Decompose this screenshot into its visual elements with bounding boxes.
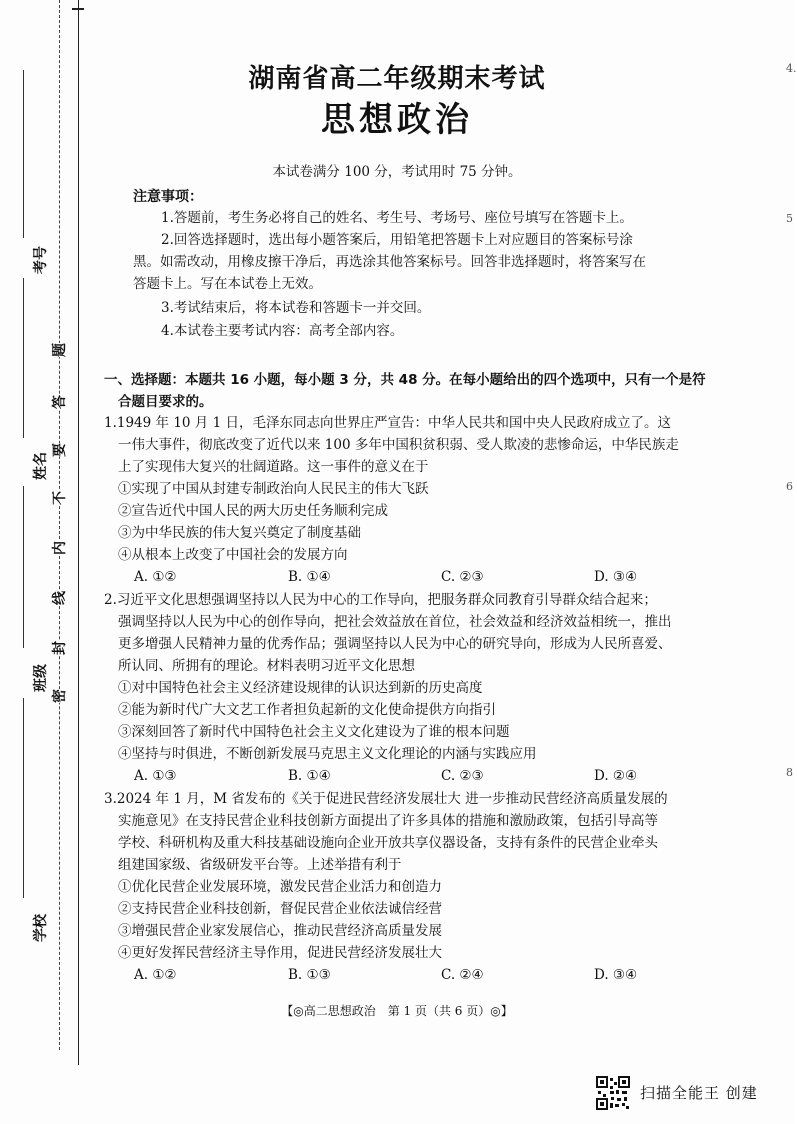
- section-line: 合题目要求的。: [118, 394, 213, 410]
- option-item: ③为中华民族的伟大复兴奠定了制度基础: [118, 525, 361, 541]
- choice-d: D. ③④: [594, 967, 638, 983]
- question-1-options: [118, 478, 758, 566]
- option-item: ④从根本上改变了中国社会的发展方向: [118, 547, 348, 563]
- seal-char: 不: [49, 491, 69, 505]
- notice-line: 3.考试结束后，将本试卷和答题卡一并交回。: [161, 300, 431, 316]
- notice-title: 注意事项：: [133, 189, 203, 205]
- edge-mark: 8: [786, 766, 793, 779]
- class-label: 班级: [33, 664, 49, 692]
- option-item: ①优化民营企业发展环境，激发民营企业活力和创造力: [118, 879, 442, 895]
- choice-c: C. ②③: [441, 768, 484, 784]
- choice-c: C. ②③: [441, 569, 484, 585]
- option-item: ②支持民营企业科技创新，督促民营企业依法诚信经营: [118, 901, 442, 917]
- choice-a: A. ①③: [134, 768, 177, 784]
- option-item: ③深刻回答了新时代中国特色社会主义文化建设为了谁的根本问题: [118, 724, 510, 740]
- school-label: 学校: [33, 914, 49, 942]
- stem-line: 实施意见》在支持民营企业科技创新方面提出了许多具体的措施和激励政策，包括引导高等: [118, 813, 658, 829]
- name-label: 姓名: [33, 452, 49, 480]
- option-item: ③增强民营企业家发展信心，推动民营经济高质量发展: [118, 923, 442, 939]
- question-1-stem: [104, 412, 784, 478]
- qr-code-icon: [596, 1076, 630, 1110]
- choice-c: C. ②④: [441, 967, 484, 983]
- exam-number-blank-lower: [23, 278, 24, 438]
- question-3-options: [118, 876, 758, 964]
- notice-line: 1.答题前，考生务必将自己的姓名、考生号、考场号、座位号填写在答题卡上。: [161, 210, 633, 226]
- seal-char: 答: [49, 395, 69, 409]
- exam-number-label: 考号: [33, 246, 49, 274]
- seal-char: 封: [49, 641, 69, 655]
- stem-line: 所认同、所拥有的理论。材料表明习近平文化思想: [118, 658, 415, 674]
- option-item: ④更好发挥民营经济主导作用，促进民营经济发展壮大: [118, 945, 442, 961]
- option-item: ①实现了中国从封建专制政治向人民民主的伟大飞跃: [118, 481, 429, 497]
- choice-b: B. ①④: [288, 569, 331, 585]
- choice-d: D. ②④: [594, 768, 638, 784]
- class-blank: [23, 698, 24, 898]
- edge-mark: 4.: [786, 62, 797, 75]
- stem-line: 组建国家级、省级研发平台等。上述举措有利于: [118, 857, 402, 873]
- option-item: ②能为新时代广大文艺工作者担负起新的文化使命提供方向指引: [118, 702, 496, 718]
- scanner-watermark: 扫描全能王 创建: [640, 1084, 758, 1102]
- stem-line: 上了实现伟大复兴的壮阔道路。这一事件的意义在于: [118, 459, 429, 475]
- option-item: ②宣告近代中国人民的两大历史任务顺利完成: [118, 503, 388, 519]
- choice-a: A. ①②: [134, 569, 177, 585]
- seal-char: 密: [49, 689, 69, 703]
- seal-dash-line: [59, 0, 60, 1050]
- option-item: ①对中国特色社会主义经济建设规律的认识达到新的历史高度: [118, 680, 483, 696]
- edge-mark: 5: [786, 212, 793, 225]
- question-2-options: [118, 677, 758, 765]
- question-3-stem: [104, 788, 784, 876]
- exam-title: 湖南省高二年级期末考试: [248, 64, 546, 94]
- stem-line: 一伟大事件，彻底改变了近代以来 100 多年中国积贫积弱、受人欺凌的悲惨命运，中华民族走: [118, 437, 679, 453]
- choice-d: D. ③④: [594, 569, 638, 585]
- exam-subtitle: 本试卷满分 100 分，考试用时 75 分钟。: [272, 164, 522, 180]
- page-footer: 【◎高二思想政治 第 1 页（共 6 页）◎】: [281, 1004, 513, 1018]
- seal-char: 内: [49, 541, 69, 555]
- notice-line: 答题卡上。写在本试卷上无效。: [133, 276, 322, 292]
- choice-b: B. ①④: [288, 768, 331, 784]
- seal-char: 线: [49, 591, 69, 605]
- section-line: 一、选择题：本题共 16 小题，每小题 3 分，共 48 分。在每小题给出的四个选项中，只有一个是符: [104, 372, 706, 388]
- notice-line: 4.本试卷主要考试内容：高考全部内容。: [161, 323, 404, 339]
- subject-title: 思想政治: [321, 100, 473, 140]
- option-item: ④坚持与时俱进，不断创新发展马克思主义文化理论的内涵与实践应用: [118, 746, 537, 762]
- stem-line: 学校、科研机构及重大科技基础设施向企业开放共享仪器设备，支持有条件的民营企业牵头: [118, 835, 658, 851]
- seal-char: 题: [49, 343, 69, 357]
- stem-line: 2.习近平文化思想强调坚持以人民为中心的工作导向，把服务群众同教育引导群众结合起来；: [104, 592, 657, 608]
- seal-char: 要: [49, 443, 69, 457]
- name-blank: [23, 486, 24, 648]
- stem-line: 1.1949 年 10 月 1 日，毛泽东同志向世界庄严宣告：中华人民共和国中央人民政府成立了。这: [104, 415, 671, 431]
- edge-mark: 6: [786, 480, 793, 493]
- choice-a: A. ①②: [134, 967, 177, 983]
- notice-line: 2.回答选择题时，选出每小题答案后，用铅笔把答题卡上对应题目的答案标号涂: [161, 232, 633, 248]
- stem-line: 3.2024 年 1 月，M 省发布的《关于促进民营经济发展壮大 进一步推动民营经济高质量发展的: [104, 791, 668, 807]
- section-header: [104, 369, 784, 413]
- notice-line: 黑。如需改动，用橡皮擦干净后，再选涂其他答案标号。回答非选择题时，将答案写在: [133, 254, 646, 270]
- stem-line: 强调坚持以人民为中心的创作导向，把社会效益放在首位，社会效益和经济效益相统一，推出: [118, 614, 672, 630]
- choice-b: B. ①③: [288, 967, 331, 983]
- stem-line: 更多增强人民精神力量的优秀作品；强调坚持以人民为中心的研究导向，形成为人民所喜爱、: [118, 636, 672, 652]
- question-2-stem: [104, 589, 784, 677]
